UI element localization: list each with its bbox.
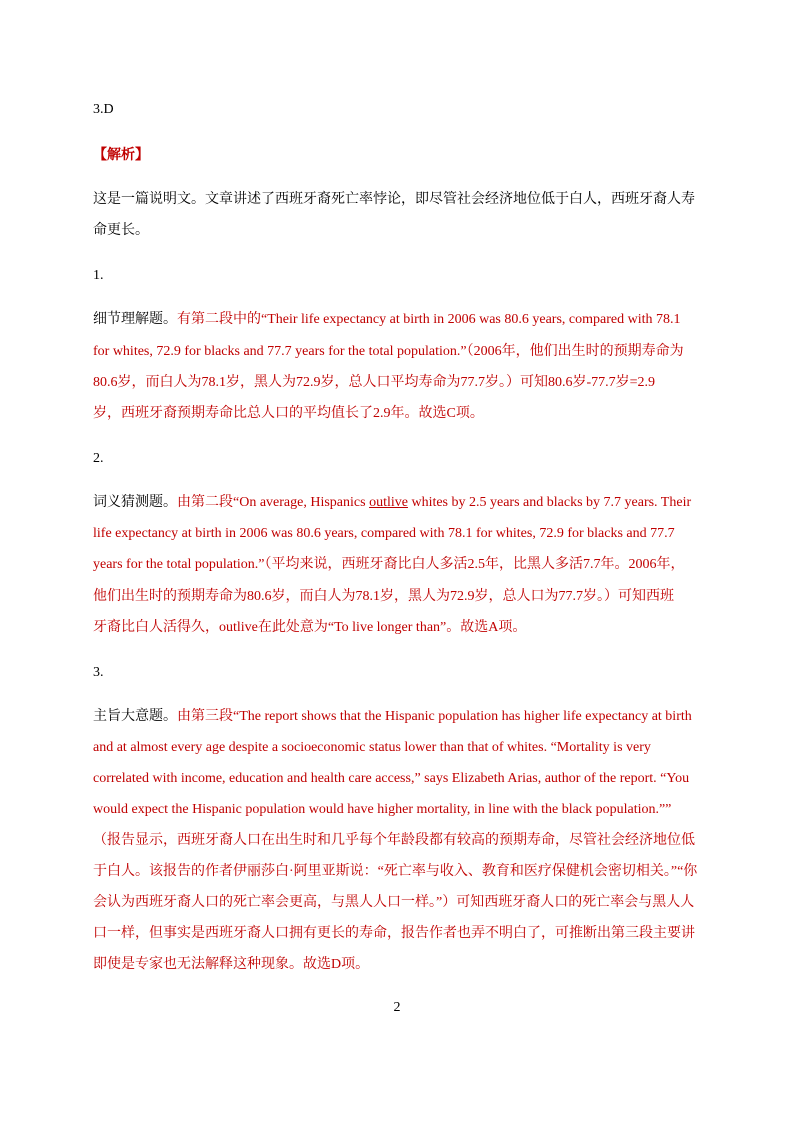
question-2-line-2: life expectancy at birth in 2006 was 80.6 years, compared with 78.1 for whites, 72.9 for blacks and 77.7 xyxy=(93,526,675,541)
question-3-line-3: correlated with income, education and health care access,” says Elizabeth Arias, author of the report. “You xyxy=(93,771,690,786)
analysis-heading: 【解析】 xyxy=(93,148,149,163)
question-2-line-1 xyxy=(93,493,703,513)
question-3-line-5: （报告显示，西班牙裔人口在出生时和几乎每个年龄段都有较高的预期寿命，尽管社会经济地位低 xyxy=(93,833,695,848)
question-2-line-5: 牙裔比白人活得久，outlive在此处意为“To live longer than”。故选A项。 xyxy=(93,620,527,635)
question-3-number: 3. xyxy=(93,665,104,680)
question-3-line-2: and at almost every age despite a socioeconomic status lower than that of whites. “Mortality is very xyxy=(93,740,651,755)
question-2-underlined-word: outlive xyxy=(369,495,408,510)
question-1-text-1: 有第二段中的“Their life expectancy at birth in 2006 was 80.6 years, compared with 78.1 xyxy=(177,312,681,327)
question-2-line-4: 他们出生时的预期寿命为80.6岁，而白人为78.1岁，黑人为72.9岁，总人口为77.7岁。）可知西班 xyxy=(93,589,674,604)
question-2-number: 2. xyxy=(93,451,104,466)
question-3-line-6: 于白人。该报告的作者伊丽莎白·阿里亚斯说：“死亡率与收入、教育和医疗保健机会密切相关。”“你 xyxy=(93,864,698,879)
question-3-text-1: 由第三段“The report shows that the Hispanic population has higher life expectancy at birth xyxy=(177,709,692,724)
page-number: 2 xyxy=(393,1000,401,1015)
summary-line-1: 这是一篇说明文。文章讲述了西班牙裔死亡率悖论，即尽管社会经济地位低于白人，西班牙裔人寿 xyxy=(93,192,695,207)
answer-label: 3.D xyxy=(93,102,114,117)
question-3-type: 主旨大意题。 xyxy=(93,709,177,724)
question-3-line-1 xyxy=(93,707,703,727)
question-2-type: 词义猜测题。 xyxy=(93,495,177,510)
question-3-line-4: would expect the Hispanic population would have higher mortality, in line with the black population.”” xyxy=(93,802,672,817)
question-2-text-1a: 由第二段“On average, Hispanics xyxy=(177,495,370,510)
question-3-line-7: 会认为西班牙裔人口的死亡率会更高，与黑人人口一样。”）可知西班牙裔人口的死亡率会与黑人人 xyxy=(93,895,695,910)
question-1-number: 1. xyxy=(93,268,104,283)
question-3-line-8: 口一样，但事实是西班牙裔人口拥有更长的寿命，报告作者也弄不明白了，可推断出第三段主要讲 xyxy=(93,926,695,941)
question-2-line-3: years for the total population.”（平均来说，西班牙裔比白人多活2.5年，比黑人多活7.7年。2006年， xyxy=(93,557,685,572)
question-1-line-3: 80.6岁，而白人为78.1岁，黑人为72.9岁，总人口平均寿命为77.7岁。）可知80.6岁-77.7岁=2.9 xyxy=(93,375,656,390)
question-1-line-1 xyxy=(93,310,703,330)
summary-line-2: 命更长。 xyxy=(93,223,149,238)
question-3-line-9: 即使是专家也无法解释这种现象。故选D项。 xyxy=(93,957,370,972)
question-2-text-1b: whites by 2.5 years and blacks by 7.7 years. Their xyxy=(407,495,692,510)
question-1-type: 细节理解题。 xyxy=(93,312,177,327)
question-1-line-2: for whites, 72.9 for blacks and 77.7 years for the total population.”（2006年，他们出生时的预期寿命为 xyxy=(93,344,684,359)
question-1-line-4: 岁，西班牙裔预期寿命比总人口的平均值长了2.9年。故选C项。 xyxy=(93,406,484,421)
